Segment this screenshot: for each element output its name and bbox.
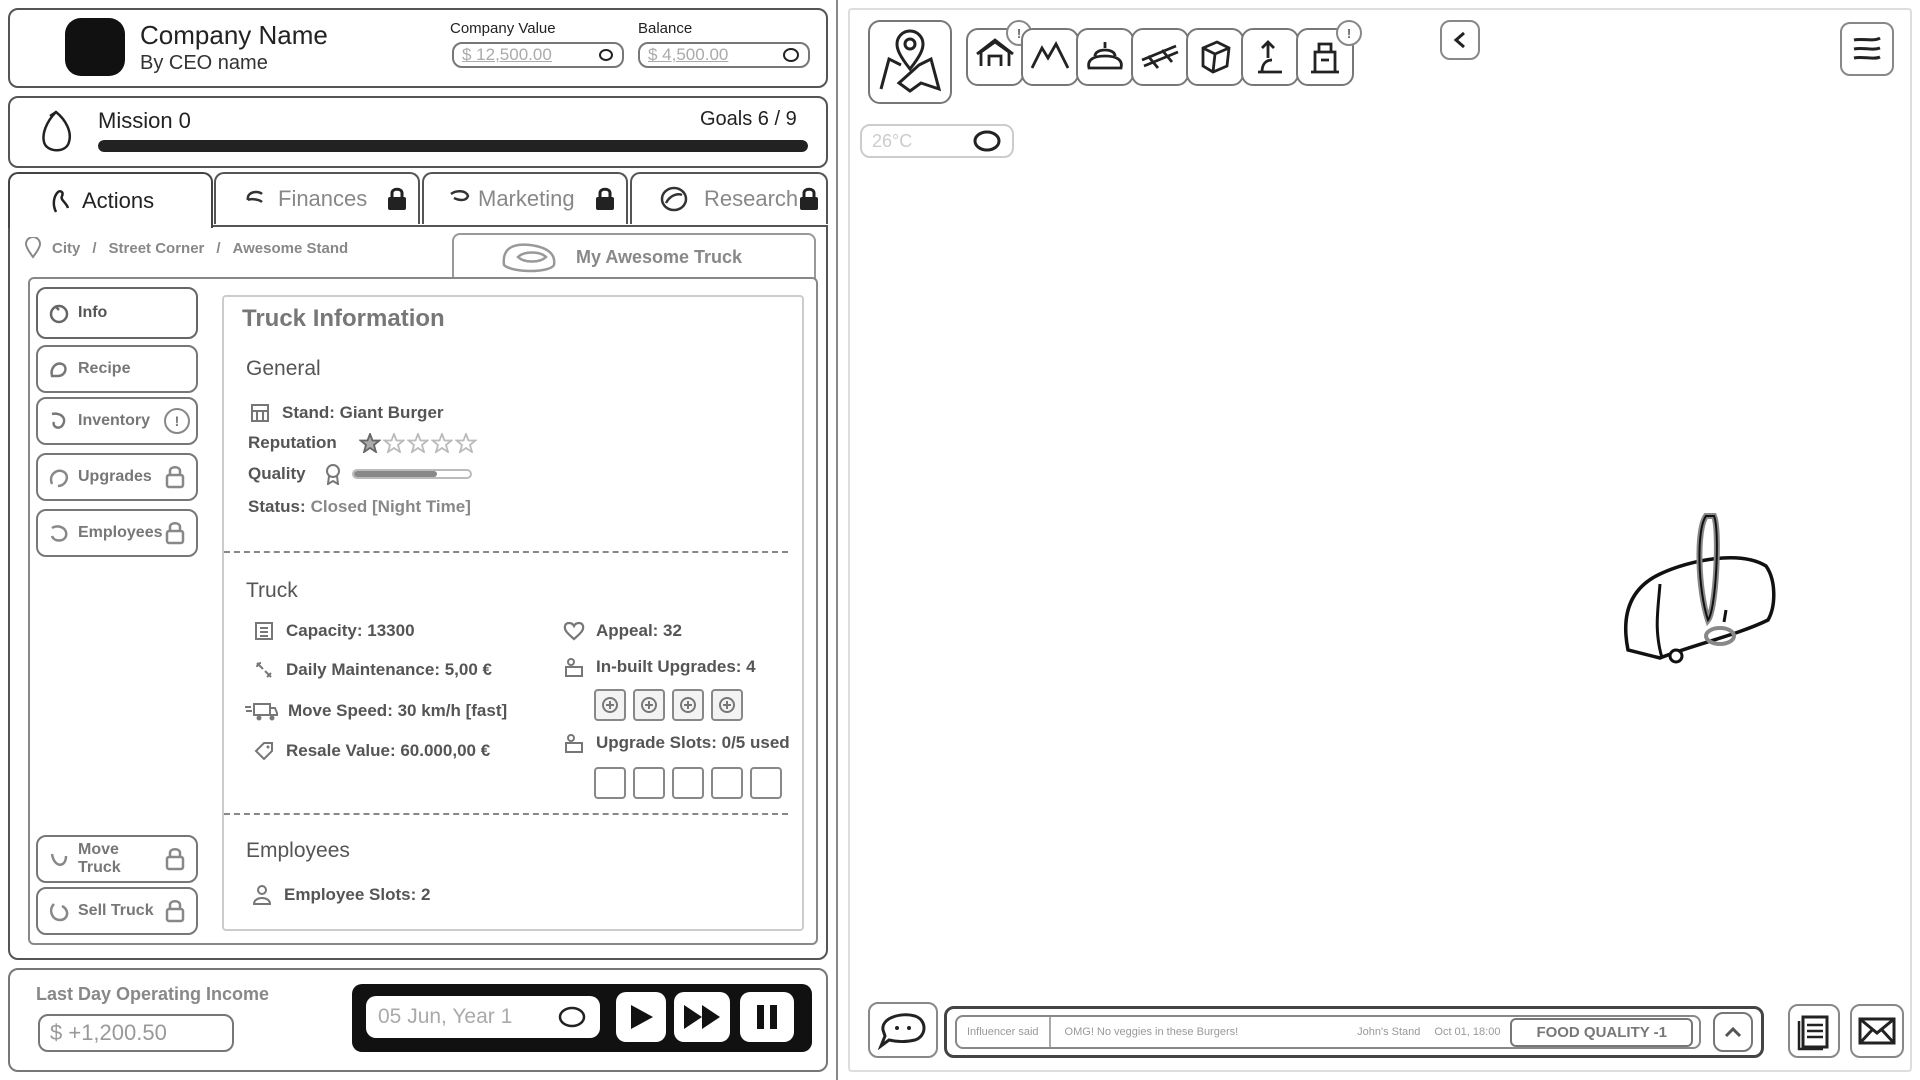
fast-forward-button[interactable]	[674, 992, 730, 1042]
balance-field	[638, 42, 810, 68]
side-label: Inventory	[78, 412, 151, 429]
lock-icon	[594, 186, 616, 212]
tab-label: Research	[704, 186, 799, 211]
clock-icon	[558, 1006, 586, 1028]
side-label: Upgrades	[78, 468, 152, 485]
tab-label: Marketing	[478, 186, 575, 211]
employees-icon	[48, 522, 70, 544]
lock-icon	[164, 848, 186, 870]
company-header	[8, 8, 828, 88]
divider	[224, 551, 788, 553]
tab-finances[interactable]	[214, 172, 420, 224]
breadcrumb-separator: /	[92, 239, 97, 257]
mission-title: Mission 0	[98, 108, 191, 133]
quality-row	[248, 463, 472, 485]
ticker-inner	[955, 1015, 1701, 1049]
notification-badge: !	[1336, 20, 1362, 46]
coins-icon	[244, 188, 268, 210]
quality-bar	[352, 469, 472, 479]
bottom-bar	[8, 968, 828, 1072]
company-logo[interactable]	[65, 18, 125, 76]
reputation-label: Reputation	[248, 433, 337, 452]
divider	[224, 813, 788, 815]
tab-actions[interactable]	[8, 172, 213, 228]
status-label: Status:	[248, 497, 306, 516]
pasta-icon	[1138, 38, 1182, 76]
speed-text: Move Speed: 30 km/h [fast]	[288, 701, 508, 720]
balance-label: Balance	[638, 20, 693, 37]
ticker-source: John's Stand	[1357, 1026, 1421, 1038]
notification-badge: !	[1006, 20, 1032, 46]
capacity-icon	[252, 619, 276, 643]
map-button[interactable]	[868, 20, 952, 104]
slots-row	[562, 731, 790, 755]
lock-icon	[164, 466, 186, 488]
slots-text: Upgrade Slots: 0/5 used	[596, 733, 790, 752]
company-value-label: Company Value	[450, 20, 556, 37]
fast-forward-icon	[681, 1002, 723, 1032]
speed-row	[244, 699, 507, 723]
status-row	[248, 497, 471, 517]
upgrade-slots	[594, 767, 789, 799]
date-text: 05 Jun, Year 1	[378, 1005, 513, 1028]
egg-icon	[38, 108, 74, 156]
coin-icon	[782, 46, 800, 64]
side-upgrades-button[interactable]	[36, 453, 198, 501]
menu-icon	[1850, 34, 1884, 64]
chevron-left-icon	[1452, 30, 1468, 50]
box-icon	[1193, 38, 1237, 76]
mission-panel[interactable]	[8, 96, 828, 168]
inventory-icon	[48, 410, 70, 432]
truck-icon	[500, 239, 558, 275]
inbuilt-upgrades	[594, 689, 750, 721]
company-name: Company Name	[140, 20, 328, 50]
side-move-truck-button[interactable]	[36, 835, 198, 883]
news-ticker[interactable]	[944, 1006, 1764, 1058]
tab-research[interactable]	[630, 172, 828, 224]
capacity-text: Capacity: 13300	[286, 621, 415, 640]
pause-button[interactable]	[740, 992, 794, 1042]
mail-icon	[1858, 1016, 1896, 1046]
move-icon	[48, 848, 70, 870]
pause-icon	[754, 1002, 780, 1032]
tool-hand-button[interactable]	[1241, 28, 1299, 86]
map-icon	[875, 29, 945, 95]
star-icon	[407, 433, 429, 453]
breadcrumb-separator: /	[216, 239, 221, 257]
truck-info-panel	[222, 295, 804, 931]
maintenance-text: Daily Maintenance: 5,00 €	[286, 660, 492, 679]
breadcrumb-item[interactable]: City	[52, 239, 81, 257]
stand-icon	[248, 401, 272, 425]
alert-badge: !	[164, 408, 190, 434]
appeal-row	[562, 619, 682, 643]
side-info-button[interactable]	[36, 287, 198, 339]
upgrade-icon	[562, 655, 586, 679]
tab-label: Finances	[278, 186, 368, 211]
maintenance-row	[252, 658, 492, 682]
speed-truck-icon	[244, 699, 278, 723]
reputation-stars	[359, 433, 479, 453]
breadcrumb	[24, 237, 348, 259]
tower-icon	[1303, 38, 1347, 76]
temperature: 26°C	[872, 130, 913, 151]
tab-marketing[interactable]	[422, 172, 628, 224]
chat-button[interactable]	[868, 1002, 938, 1058]
inbuilt-text: In-built Upgrades: 4	[596, 657, 756, 676]
sell-icon	[48, 900, 70, 922]
general-heading: General	[246, 357, 321, 380]
company-ceo: By CEO name	[140, 52, 268, 74]
income-field	[38, 1014, 234, 1052]
price-tag-icon	[252, 739, 276, 763]
wrench-icon	[252, 658, 276, 682]
breadcrumb-item[interactable]: Street Corner	[108, 239, 205, 257]
tool-mountain-button[interactable]	[1021, 28, 1079, 86]
clipboard-icon	[1797, 1011, 1831, 1051]
lock-icon	[798, 186, 820, 212]
time-controls	[352, 984, 812, 1052]
tool-house-button[interactable]	[966, 25, 1024, 86]
food-quality-chip: FOOD QUALITY -1	[1510, 1018, 1693, 1047]
map-area[interactable]	[848, 8, 1912, 1072]
side-label: Recipe	[78, 360, 131, 377]
balance-value: $ 4,500.00	[648, 45, 729, 64]
actions-panel	[8, 225, 828, 960]
upgrades-icon	[48, 466, 70, 488]
side-employees-button[interactable]	[36, 509, 198, 557]
tool-pasta-button[interactable]	[1131, 28, 1189, 86]
tab-label: Actions	[82, 188, 155, 213]
star-icon	[383, 433, 405, 453]
mission-progress-fill	[98, 140, 808, 152]
resale-text: Resale Value: 60.000,00 €	[286, 741, 491, 760]
truck-map-marker[interactable]	[1620, 510, 1780, 680]
capacity-row	[252, 619, 415, 643]
side-sell-truck-button[interactable]	[36, 887, 198, 935]
stand-text: Stand: Giant Burger	[282, 403, 444, 422]
ticker-time: Oct 01, 18:00	[1434, 1026, 1501, 1038]
info-icon	[48, 302, 70, 324]
lock-icon	[164, 522, 186, 544]
inbuilt-upgrade-icon[interactable]	[672, 689, 704, 721]
ticker-message: OMG! No veggies in these Burgers!	[1064, 1026, 1239, 1038]
stand-row	[248, 401, 444, 425]
location-pin-icon	[24, 237, 42, 259]
employee-slots-row	[250, 883, 430, 907]
person-icon	[250, 883, 274, 907]
clipboard-button[interactable]	[1788, 1004, 1840, 1058]
weather-field	[860, 124, 1014, 158]
tool-box-button[interactable]	[1186, 28, 1244, 86]
side-label: Move Truck	[78, 841, 121, 876]
recipe-icon	[48, 358, 70, 380]
sun-icon	[972, 129, 1002, 153]
menu-button[interactable]	[1840, 22, 1894, 76]
date-field	[366, 996, 600, 1038]
side-inventory-button[interactable]	[36, 397, 198, 445]
reputation-row	[248, 433, 479, 453]
truck-selector[interactable]	[452, 233, 816, 279]
company-value: $ 12,500.00	[462, 45, 552, 64]
breadcrumb-item[interactable]: Awesome Stand	[232, 239, 349, 257]
income-value: $ +1,200.50	[50, 1020, 167, 1045]
lock-icon	[386, 186, 408, 212]
quality-label: Quality	[248, 464, 306, 483]
tab-bar	[8, 172, 828, 228]
star-icon	[431, 433, 453, 453]
company-value-field	[452, 42, 624, 68]
ticker-tag: Influencer said	[957, 1017, 1051, 1047]
mission-progress-track	[98, 140, 808, 152]
flask-icon	[660, 185, 690, 213]
side-label: Sell Truck	[78, 902, 154, 919]
status-value: Closed [Night Time]	[310, 497, 471, 516]
mountain-icon	[1028, 38, 1072, 76]
side-menu	[36, 287, 198, 937]
mission-goals: Goals 6 / 9	[700, 108, 797, 130]
inbuilt-upgrade-icon[interactable]	[633, 689, 665, 721]
inbuilt-upgrade-icon[interactable]	[594, 689, 626, 721]
collapse-button[interactable]	[1440, 20, 1480, 60]
chat-bubble-icon	[877, 1010, 929, 1050]
tool-tower-button[interactable]	[1296, 25, 1354, 86]
heart-icon	[562, 619, 586, 643]
inbuilt-upgrade-icon[interactable]	[711, 689, 743, 721]
left-panel	[0, 0, 838, 1080]
house-icon	[973, 38, 1017, 76]
hand-pointer-icon	[50, 188, 72, 214]
play-button[interactable]	[616, 992, 666, 1042]
upgrade-slot[interactable]	[594, 767, 626, 799]
star-icon	[455, 433, 477, 453]
truck-info-title: Truck Information	[242, 305, 445, 332]
truck-name: My Awesome Truck	[576, 246, 743, 267]
cake-icon	[1083, 38, 1127, 76]
side-label: Info	[78, 304, 108, 321]
upgrade-slot[interactable]	[711, 767, 743, 799]
quality-fill	[354, 471, 438, 477]
coin-icon	[598, 47, 614, 63]
side-label: Employees	[78, 524, 163, 541]
chevron-up-icon	[1723, 1025, 1743, 1039]
megaphone-icon	[448, 188, 472, 210]
play-icon	[627, 1002, 655, 1032]
star-icon	[359, 433, 381, 453]
upgrade-icon	[562, 731, 586, 755]
inbuilt-row	[562, 655, 756, 679]
resale-row	[252, 739, 490, 763]
employees-heading: Employees	[246, 839, 350, 862]
truck-heading: Truck	[246, 579, 298, 602]
ticker-expand-button[interactable]	[1713, 1012, 1753, 1052]
employee-slots-text: Employee Slots: 2	[284, 885, 431, 904]
upgrade-slot[interactable]	[672, 767, 704, 799]
mail-button[interactable]	[1850, 1004, 1904, 1058]
upgrade-slot[interactable]	[750, 767, 782, 799]
lock-icon	[164, 900, 186, 922]
appeal-text: Appeal: 32	[596, 621, 682, 640]
hand-icon	[1248, 38, 1292, 76]
side-recipe-button[interactable]	[36, 345, 198, 393]
tool-cake-button[interactable]	[1076, 28, 1134, 86]
award-icon	[324, 463, 342, 485]
income-label: Last Day Operating Income	[36, 984, 270, 1004]
upgrade-slot[interactable]	[633, 767, 665, 799]
